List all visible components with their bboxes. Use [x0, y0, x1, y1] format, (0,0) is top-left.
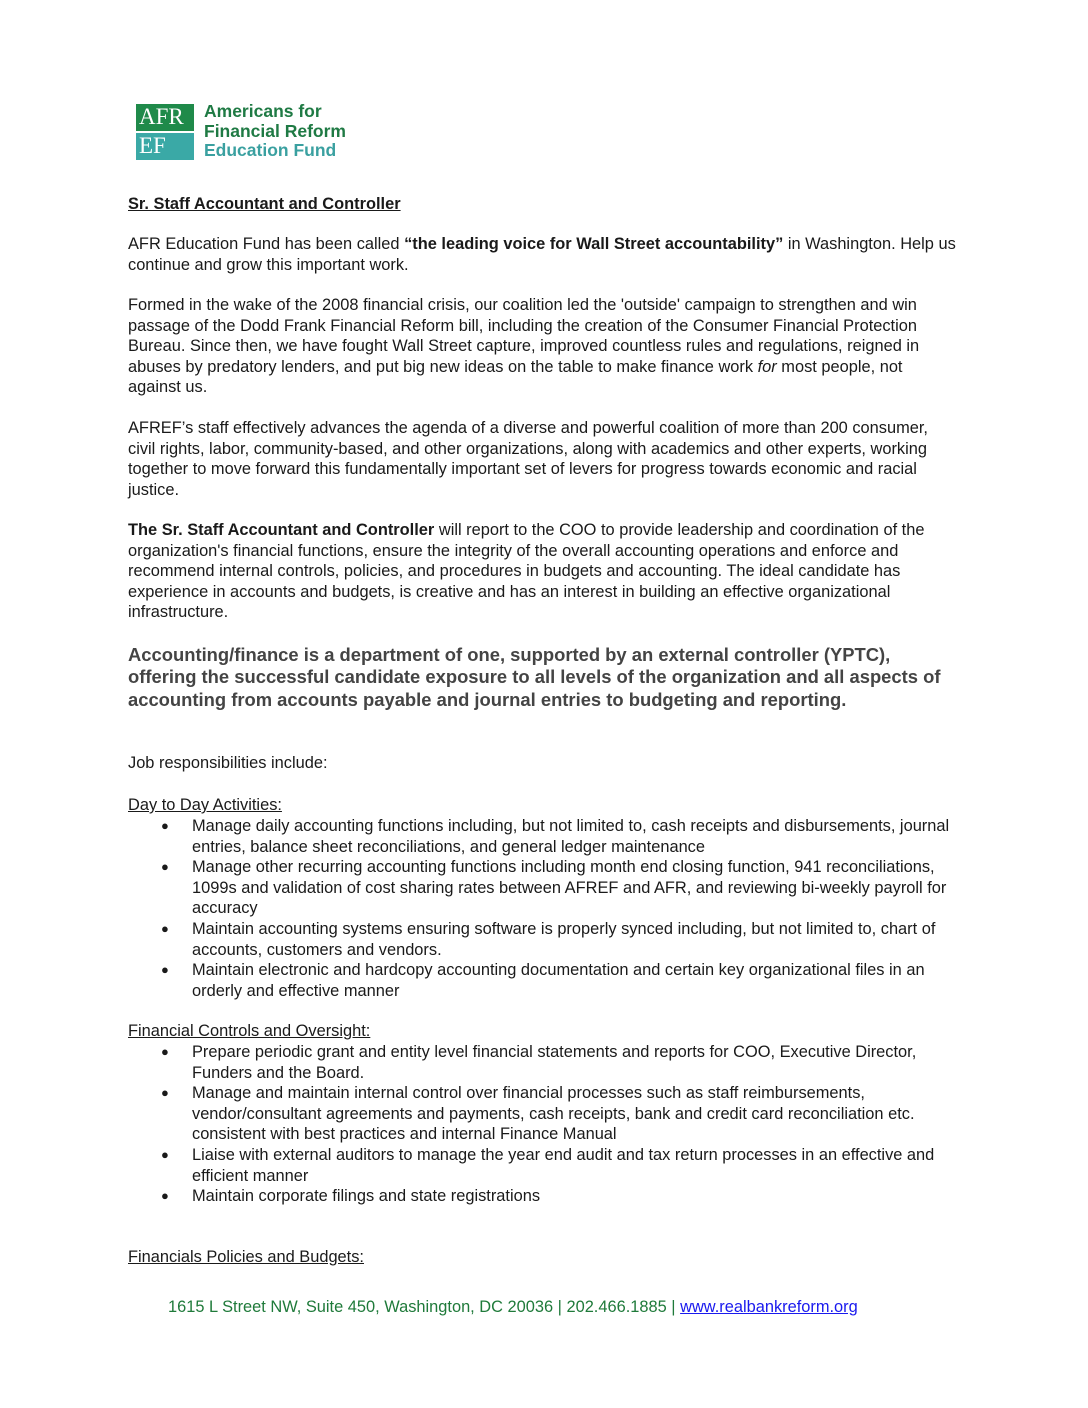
list-item: [128, 919, 968, 960]
section-heading-day-to-day: Day to Day Activities:: [128, 796, 282, 814]
para2-italic: for: [757, 357, 777, 376]
bullet-icon: ●: [161, 1044, 169, 1059]
logo-line-1: Americans for: [204, 101, 322, 121]
para2-text-before: Formed in the wake of the 2008 financial crisis, our coalition led the 'outside' campaign to strengthen and win passage of the Dodd Frank Financial Reform bill, including the creation of the Consumer Financial Protection Bureau. Since then, we have fought Wall Street capture, improved countless rules and regulations, reigned in abuses by predatory lenders, and put big new ideas on the table to make finance work: [128, 296, 920, 376]
coalition-history-paragraph: [128, 295, 958, 398]
responsibilities-intro: Job responsibilities include:: [128, 754, 328, 772]
list-item-text: Liaise with external auditors to manage the year end audit and tax return processes in an effective and efficient manner: [192, 1145, 935, 1185]
footer-website-link[interactable]: www.realbankreform.org: [680, 1298, 858, 1316]
list-item: [128, 1186, 968, 1207]
day-to-day-list: [128, 816, 968, 1001]
intro-quote: “the leading voice for Wall Street accountability”: [404, 235, 784, 253]
bullet-icon: ●: [161, 1146, 169, 1162]
logo-mark: [136, 102, 198, 160]
logo-wordmark: [204, 102, 346, 161]
bullet-icon: ●: [161, 1188, 169, 1204]
list-item-text: Manage other recurring accounting functions including month end closing function, 941 reconciliations, 1099s and validation of cost sharing rates between AFREF and AFR, and reviewing bi-weekly payroll for accuracy: [192, 858, 947, 918]
intro-text-after: in Washington. Help us continue and grow this important work.: [128, 235, 956, 274]
list-item-text: Maintain electronic and hardcopy accounting documentation and certain key organizational files in an orderly and effective manner: [192, 961, 925, 1000]
role-text: will report to the COO to provide leadership and coordination of the organization's financial functions, ensure the integrity of the overall accounting operations and enforce and recommend internal controls, policies, and procedures in budgets and accounting. The ideal candidate has experience in accounts and budgets, is creative and has an interest in building an effective organizational infrastructure.: [128, 521, 925, 622]
list-item: [128, 1145, 968, 1186]
bullet-icon: ●: [161, 818, 169, 833]
list-item-text: Maintain corporate filings and state registrations: [192, 1187, 541, 1206]
list-item-text: Maintain accounting systems ensuring software is properly synced including, but not limited to, chart of accounts, customers and vendors.: [192, 919, 936, 959]
logo-box-ef: EF: [136, 133, 194, 160]
footer-address: 1615 L Street NW, Suite 450, Washington, DC 20036 | 202.466.1885 |: [168, 1298, 681, 1316]
role-lead: The Sr. Staff Accountant and Controller: [128, 521, 435, 539]
financial-controls-list: [128, 1042, 968, 1207]
intro-text-before: AFR Education Fund has been called: [128, 235, 405, 253]
section-heading-policies-budgets: Financials Policies and Budgets:: [128, 1248, 364, 1266]
logo-box-afr: AFR: [136, 104, 194, 131]
list-item: [128, 1083, 968, 1145]
list-item-text: Manage daily accounting functions including, but not limited to, cash receipts and disbursements, journal entries, balance sheet reconciliations, and general ledger maintenance: [192, 817, 950, 856]
bullet-icon: ●: [161, 920, 169, 936]
staff-paragraph: AFREF’s staff effectively advances the agenda of a diverse and powerful coalition of more than 200 consumer, civil rights, labor, community-based, and other organizations, along with academics and other experts, working together to move forward this fundamentally important set of levers for progress towards economic and racial justice.: [128, 419, 928, 499]
page-title: Sr. Staff Accountant and Controller: [128, 195, 401, 213]
logo-line-3: Education Fund: [204, 140, 337, 160]
afref-logo: [136, 102, 376, 166]
bullet-icon: ●: [161, 962, 169, 978]
section-heading-financial-controls: Financial Controls and Oversight:: [128, 1022, 371, 1040]
department-highlight: Accounting/finance is a department of one, supported by an external controller (YPTC), offering the successful candidate exposure to all levels of the organization and all aspects of accounting from accounts payable and journal entries to budgeting and reporting.: [128, 644, 941, 710]
list-item-text: Prepare periodic grant and entity level financial statements and reports for COO, Executive Director, Funders and the Board.: [192, 1043, 917, 1082]
list-item: [128, 960, 968, 1001]
logo-line-2: Financial Reform: [204, 120, 346, 141]
list-item-text: Manage and maintain internal control over financial processes such as staff reimbursements, vendor/consultant agreements and payments, cash receipts, bank and credit card reconciliation etc. consistent with best practices and internal Finance Manual: [192, 1084, 915, 1144]
footer-contact: [168, 1296, 858, 1318]
list-item: [128, 857, 968, 919]
list-item: [128, 816, 968, 857]
para2-text-after: most people, not against us.: [128, 357, 903, 397]
role-paragraph: [128, 520, 958, 623]
bullet-icon: ●: [161, 1085, 169, 1101]
bullet-icon: ●: [161, 859, 169, 875]
list-item: [128, 1042, 968, 1083]
intro-paragraph: [128, 234, 958, 275]
